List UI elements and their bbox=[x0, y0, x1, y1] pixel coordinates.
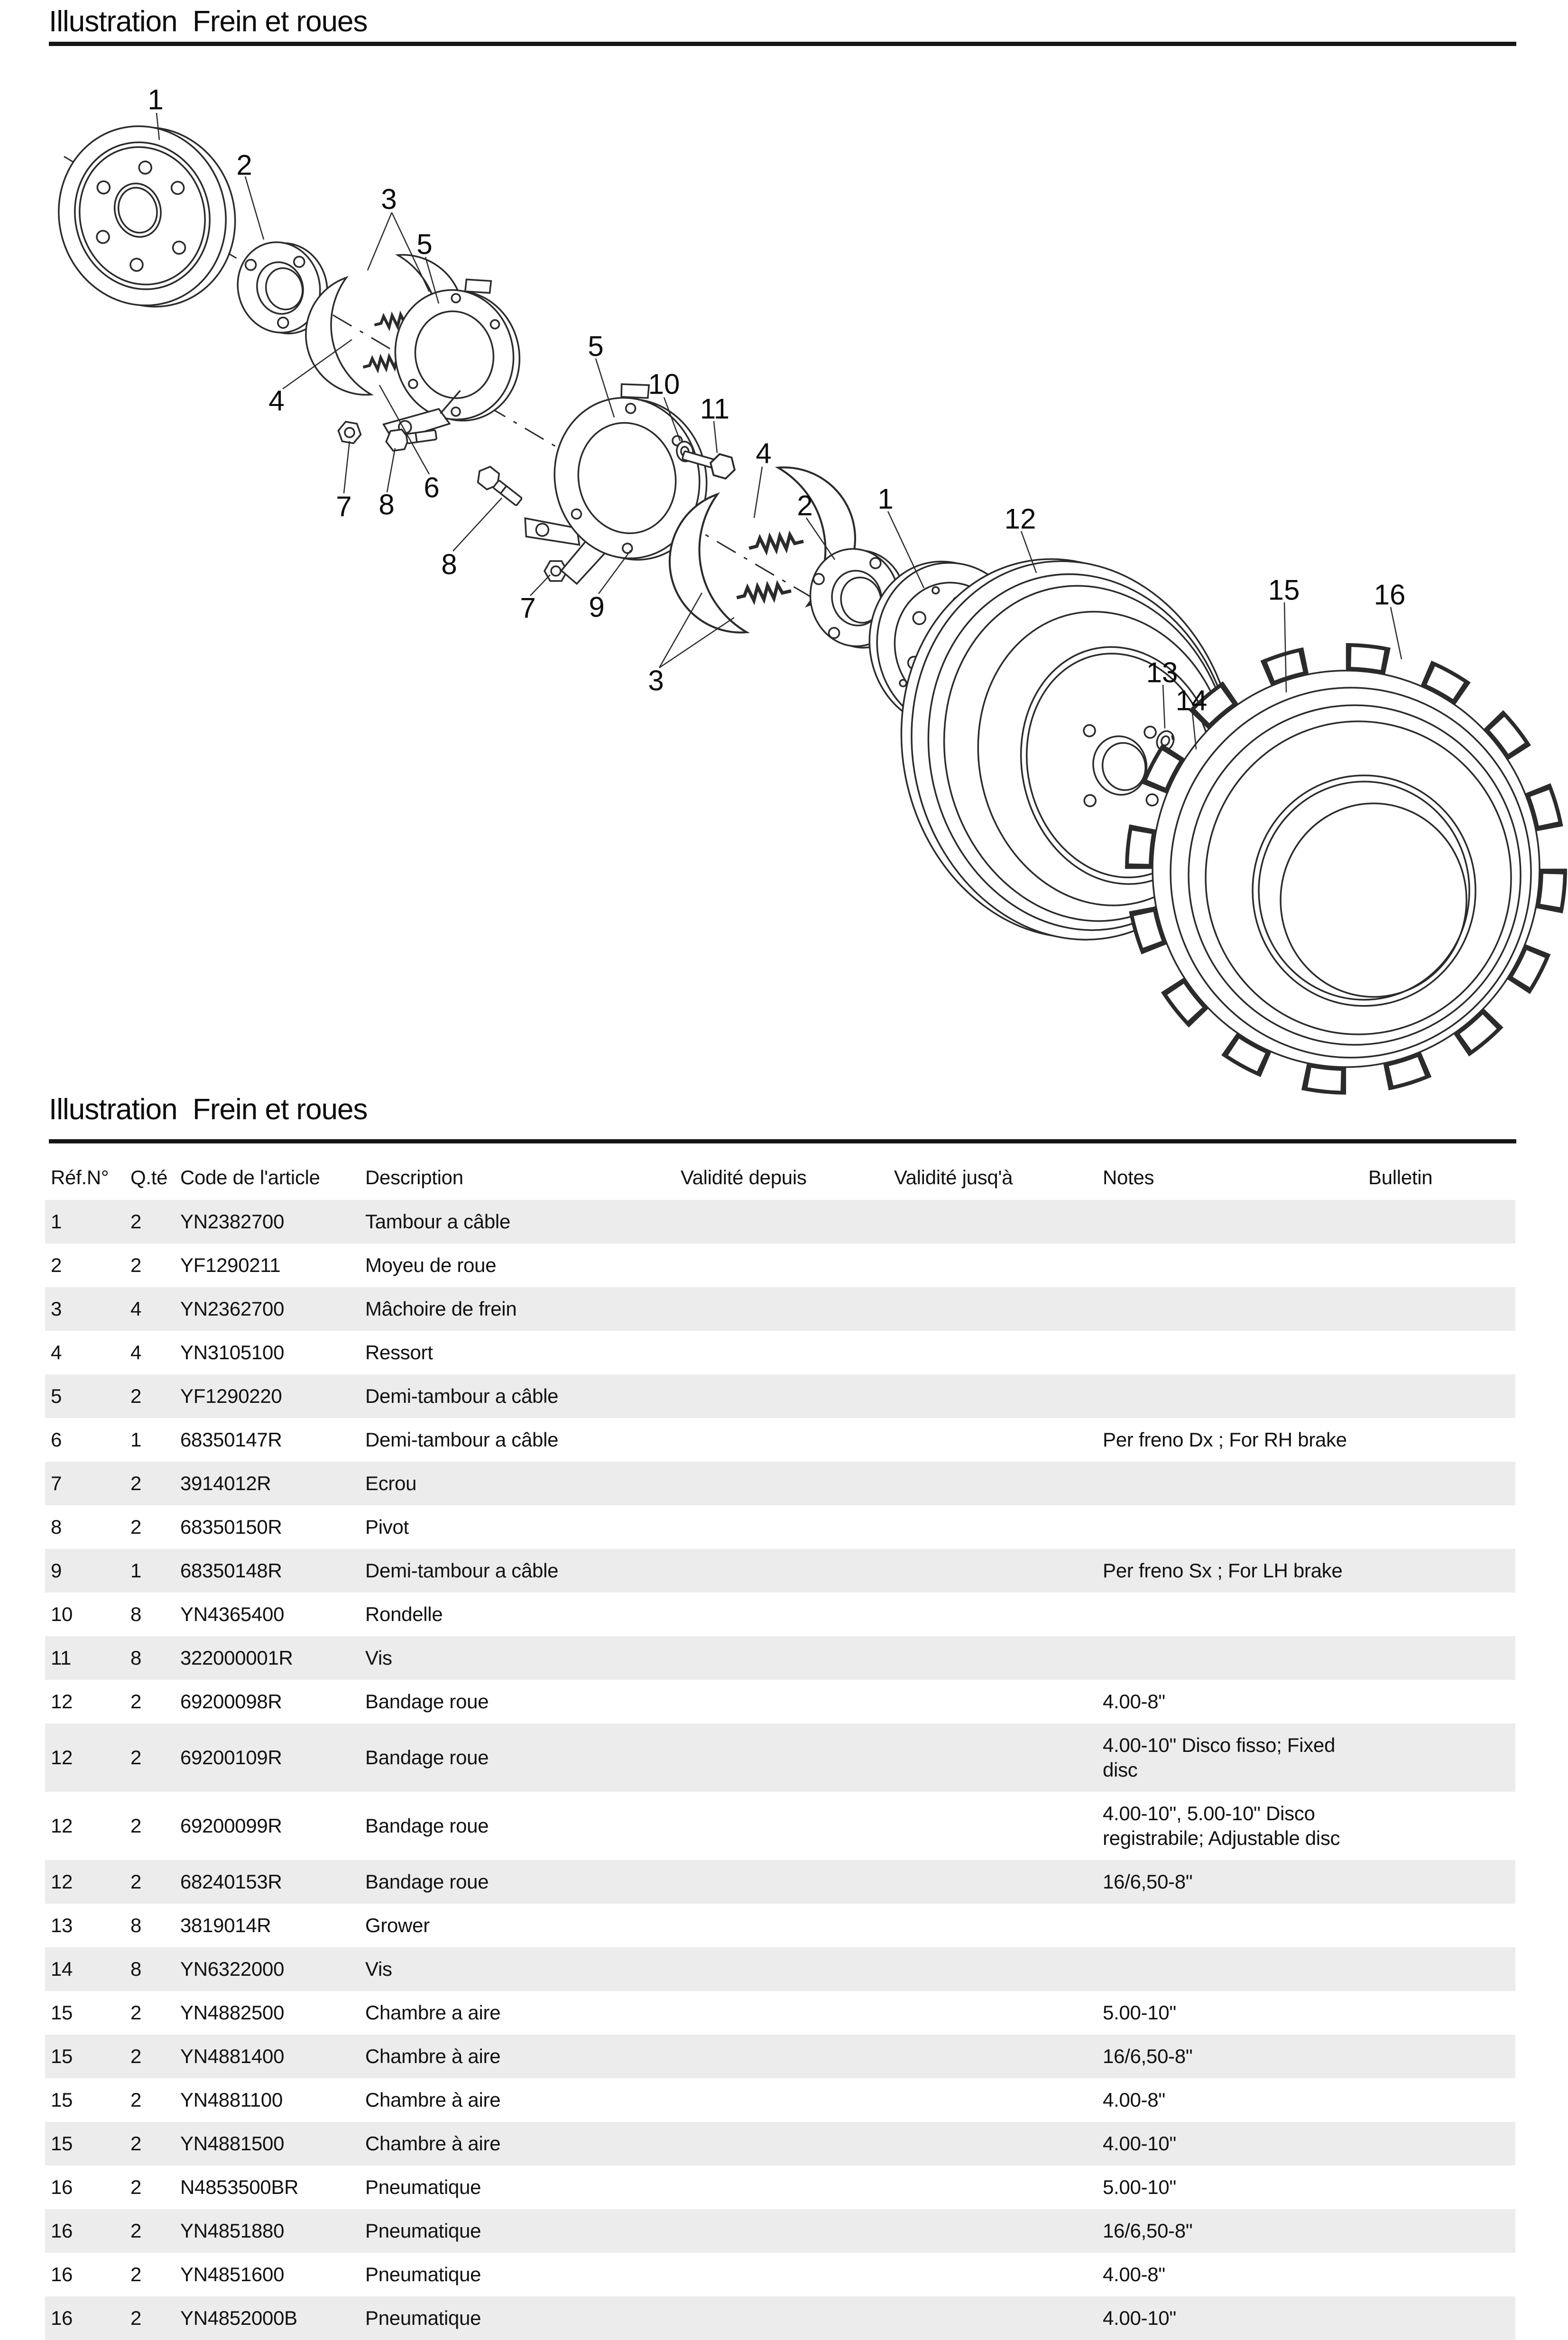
cell-desc: Pivot bbox=[365, 1516, 409, 1538]
cell-qty: 2 bbox=[130, 1870, 142, 1893]
cell-code: 322000001R bbox=[180, 1647, 293, 1669]
cell-to bbox=[894, 1680, 1103, 1723]
table-row bbox=[45, 1331, 1515, 1374]
cell-bulletin bbox=[1368, 1549, 1515, 1593]
diagram-callout: 14 bbox=[1175, 684, 1208, 717]
cell-desc: Ecrou bbox=[365, 1472, 417, 1494]
cell-from bbox=[681, 1723, 894, 1792]
cell-from bbox=[681, 1947, 894, 1991]
cell-ref: 16 bbox=[51, 2176, 73, 2198]
cell-to bbox=[894, 1244, 1103, 1287]
cell-desc: Vis bbox=[365, 1958, 392, 1980]
table-row bbox=[45, 2209, 1515, 2253]
cell-notes: 4.00-10" Disco fisso; Fixed disc bbox=[1103, 1734, 1336, 1781]
cell-notes: 4.00-10", 5.00-10" Disco registrabile; Adjustable disc bbox=[1103, 1802, 1340, 1849]
cell-from bbox=[681, 2253, 894, 2296]
cell-bulletin bbox=[1368, 1904, 1515, 1947]
diagram-callout: 11 bbox=[700, 393, 730, 425]
diagram-callout: 13 bbox=[1146, 656, 1178, 689]
table-row bbox=[45, 1549, 1515, 1593]
cell-code: YF1290211 bbox=[180, 1254, 281, 1276]
cell-bulletin bbox=[1368, 2209, 1515, 2253]
cell-code: YN4881400 bbox=[180, 2045, 285, 2067]
cell-notes bbox=[1103, 1331, 1368, 1374]
diagram-callout: 5 bbox=[416, 228, 433, 260]
cell-code: YN4882500 bbox=[180, 2001, 285, 2024]
title-divider bbox=[49, 42, 1516, 46]
cell-notes: 16/6,50-8" bbox=[1103, 1870, 1193, 1893]
diagram-callout: 10 bbox=[648, 368, 680, 400]
cell-code: YF1290220 bbox=[180, 1385, 282, 1407]
table-row bbox=[45, 2078, 1515, 2122]
cell-desc: Tambour a câble bbox=[365, 1210, 511, 1233]
cell-qty: 2 bbox=[130, 2220, 142, 2242]
cell-to bbox=[894, 1374, 1103, 1418]
cell-qty: 2 bbox=[130, 2176, 142, 2198]
diagram-callout: 3 bbox=[648, 664, 664, 697]
cell-desc: Chambre à aire bbox=[365, 2089, 501, 2111]
table-row bbox=[45, 1904, 1515, 1947]
diagram-callout: 4 bbox=[268, 385, 285, 417]
cell-ref: 16 bbox=[51, 2263, 73, 2285]
cell-ref: 14 bbox=[51, 1958, 73, 1980]
cell-ref: 12 bbox=[51, 1870, 73, 1893]
cell-code: YN4365400 bbox=[180, 1603, 285, 1625]
cell-notes bbox=[1103, 1374, 1368, 1418]
cell-notes bbox=[1103, 1244, 1368, 1287]
cell-from bbox=[681, 2165, 894, 2209]
cell-code: YN3105100 bbox=[180, 1341, 285, 1363]
parts-table-wrap bbox=[45, 1155, 1515, 2340]
cell-code: YN4881100 bbox=[180, 2089, 283, 2111]
cell-code: 69200098R bbox=[180, 1690, 282, 1713]
section-title: Illustration Frein et roues bbox=[49, 1093, 368, 1126]
cell-from bbox=[681, 1331, 894, 1374]
exploded-diagram bbox=[0, 62, 1568, 1105]
part-spring bbox=[736, 583, 792, 602]
cell-from bbox=[681, 2035, 894, 2078]
cell-ref: 3 bbox=[51, 1298, 62, 1320]
cell-bulletin bbox=[1368, 2296, 1515, 2340]
cell-notes: 16/6,50-8" bbox=[1103, 2045, 1193, 2067]
header-bulletin: Bulletin bbox=[1368, 1166, 1433, 1188]
cell-from bbox=[681, 1200, 894, 1244]
cell-bulletin bbox=[1368, 1723, 1515, 1792]
table-header-row bbox=[45, 1155, 1515, 1200]
cell-to bbox=[894, 2122, 1103, 2165]
table-row bbox=[45, 1680, 1515, 1723]
cell-bulletin bbox=[1368, 2165, 1515, 2209]
cell-desc: Demi-tambour a câble bbox=[365, 1428, 559, 1451]
cell-to bbox=[894, 1904, 1103, 1947]
parts-table bbox=[45, 1155, 1515, 2340]
cell-bulletin bbox=[1368, 2122, 1515, 2165]
cell-desc: Moyeu de roue bbox=[365, 1254, 497, 1276]
cell-qty: 1 bbox=[130, 1559, 142, 1582]
table-row bbox=[45, 1792, 1515, 1860]
cell-to bbox=[894, 1200, 1103, 1244]
cell-ref: 4 bbox=[51, 1341, 62, 1363]
cell-notes bbox=[1103, 1200, 1368, 1244]
cell-qty: 2 bbox=[130, 1690, 142, 1713]
cell-notes: 5.00-10" bbox=[1103, 2001, 1176, 2024]
header-code: Code de l'article bbox=[180, 1166, 320, 1188]
table-row bbox=[45, 1723, 1515, 1792]
part-drum-left bbox=[37, 104, 256, 329]
part-nut-left bbox=[337, 421, 363, 444]
cell-qty: 2 bbox=[130, 2263, 142, 2285]
cell-bulletin bbox=[1368, 1860, 1515, 1904]
cell-bulletin bbox=[1368, 1991, 1515, 2035]
cell-bulletin bbox=[1368, 1505, 1515, 1549]
cell-ref: 8 bbox=[51, 1516, 62, 1538]
table-row bbox=[45, 1505, 1515, 1549]
cell-from bbox=[681, 1860, 894, 1904]
cell-code: YN2382700 bbox=[180, 1210, 285, 1233]
cell-from bbox=[681, 1244, 894, 1287]
cell-notes bbox=[1103, 1287, 1368, 1331]
cell-from bbox=[681, 1374, 894, 1418]
table-row bbox=[45, 1462, 1515, 1505]
cell-ref: 7 bbox=[51, 1472, 62, 1494]
cell-bulletin bbox=[1368, 1947, 1515, 1991]
cell-from bbox=[681, 2122, 894, 2165]
cell-bulletin bbox=[1368, 1636, 1515, 1680]
cell-notes: 4.00-10" bbox=[1103, 2307, 1176, 2329]
cell-qty: 4 bbox=[130, 1298, 142, 1320]
diagram-callout: 7 bbox=[336, 490, 352, 523]
table-row bbox=[45, 1593, 1515, 1636]
cell-ref: 15 bbox=[51, 2089, 73, 2111]
diagram-callout: 4 bbox=[756, 437, 772, 470]
cell-qty: 2 bbox=[130, 1516, 142, 1538]
cell-qty: 4 bbox=[130, 1341, 142, 1363]
cell-from bbox=[681, 2296, 894, 2340]
cell-code: YN4881500 bbox=[180, 2132, 285, 2155]
parts-table-body bbox=[45, 1200, 1515, 2340]
table-row bbox=[45, 1244, 1515, 1287]
part-tyre bbox=[1139, 657, 1553, 1081]
cell-desc: Bandage roue bbox=[365, 1870, 489, 1893]
table-row bbox=[45, 2035, 1515, 2078]
cell-bulletin bbox=[1368, 2078, 1515, 2122]
cell-code: YN2362700 bbox=[180, 1298, 285, 1320]
cell-code: 68350148R bbox=[180, 1559, 282, 1582]
header-from: Validité depuis bbox=[681, 1166, 807, 1188]
cell-desc: Bandage roue bbox=[365, 1746, 489, 1769]
cell-to bbox=[894, 2078, 1103, 2122]
table-row bbox=[45, 2253, 1515, 2296]
cell-desc: Rondelle bbox=[365, 1603, 443, 1625]
cell-bulletin bbox=[1368, 1462, 1515, 1505]
cell-from bbox=[681, 1418, 894, 1462]
cell-ref: 1 bbox=[51, 1210, 62, 1233]
diagram-callout: 7 bbox=[520, 592, 536, 624]
table-row bbox=[45, 1636, 1515, 1680]
cell-bulletin bbox=[1368, 1244, 1515, 1287]
cell-from bbox=[681, 1680, 894, 1723]
cell-to bbox=[894, 1991, 1103, 2035]
cell-code: 68240153R bbox=[180, 1870, 282, 1893]
cell-notes: 4.00-10" bbox=[1103, 2132, 1176, 2155]
cell-ref: 12 bbox=[51, 1746, 73, 1769]
cell-code: 3819014R bbox=[180, 1914, 271, 1936]
cell-to bbox=[894, 1792, 1103, 1860]
cell-qty: 2 bbox=[130, 1385, 142, 1407]
cell-bulletin bbox=[1368, 1200, 1515, 1244]
cell-notes bbox=[1103, 1904, 1368, 1947]
cell-from bbox=[681, 1792, 894, 1860]
cell-bulletin bbox=[1368, 1593, 1515, 1636]
cell-to bbox=[894, 1947, 1103, 1991]
cell-from bbox=[681, 1904, 894, 1947]
cell-notes: 4.00-8" bbox=[1103, 2089, 1165, 2111]
diagram-callout: 2 bbox=[236, 149, 252, 181]
cell-qty: 8 bbox=[130, 1958, 142, 1980]
cell-from bbox=[681, 1505, 894, 1549]
cell-code: 69200109R bbox=[180, 1746, 282, 1769]
cell-notes: 4.00-8" bbox=[1103, 1690, 1165, 1713]
cell-code: YN4851600 bbox=[180, 2263, 285, 2285]
cell-to bbox=[894, 1505, 1103, 1549]
header-notes: Notes bbox=[1103, 1166, 1154, 1188]
cell-notes bbox=[1103, 1462, 1368, 1505]
cell-ref: 15 bbox=[51, 2132, 73, 2155]
cell-from bbox=[681, 2209, 894, 2253]
diagram-callout: 8 bbox=[378, 488, 395, 521]
cell-code: N4853500BR bbox=[180, 2176, 299, 2198]
cell-notes bbox=[1103, 1593, 1368, 1636]
cell-to bbox=[894, 1549, 1103, 1593]
diagram-callout: 16 bbox=[1374, 579, 1406, 611]
cell-desc: Chambre a aire bbox=[365, 2001, 501, 2024]
cell-from bbox=[681, 1636, 894, 1680]
cell-desc: Pneumatique bbox=[365, 2307, 481, 2329]
cell-bulletin bbox=[1368, 1331, 1515, 1374]
cell-ref: 6 bbox=[51, 1428, 62, 1451]
cell-bulletin bbox=[1368, 1680, 1515, 1723]
cell-ref: 2 bbox=[51, 1254, 62, 1276]
cell-to bbox=[894, 2253, 1103, 2296]
cell-to bbox=[894, 1331, 1103, 1374]
part-backplate-left bbox=[382, 272, 532, 433]
cell-code: YN4851880 bbox=[180, 2220, 285, 2242]
cell-ref: 15 bbox=[51, 2001, 73, 2024]
cell-qty: 8 bbox=[130, 1603, 142, 1625]
cell-qty: 8 bbox=[130, 1914, 142, 1936]
cell-notes: 16/6,50-8" bbox=[1103, 2220, 1193, 2242]
cell-bulletin bbox=[1368, 1374, 1515, 1418]
header-ref: Réf.N° bbox=[51, 1166, 109, 1188]
cell-desc: Ressort bbox=[365, 1341, 433, 1363]
cell-qty: 8 bbox=[130, 1647, 142, 1669]
cell-notes: Per freno Sx ; For LH brake bbox=[1103, 1559, 1343, 1582]
table-row bbox=[45, 1200, 1515, 1244]
table-row bbox=[45, 1287, 1515, 1331]
cell-qty: 2 bbox=[130, 1815, 142, 1837]
cell-to bbox=[894, 1593, 1103, 1636]
diagram-callout: 9 bbox=[589, 591, 605, 623]
table-row bbox=[45, 1947, 1515, 1991]
cell-notes bbox=[1103, 1505, 1368, 1549]
cell-code: 68350150R bbox=[180, 1516, 282, 1538]
page-title: Illustration Frein et roues bbox=[49, 5, 368, 38]
cell-to bbox=[894, 1287, 1103, 1331]
cell-desc: Mâchoire de frein bbox=[365, 1298, 517, 1320]
cell-notes: 5.00-10" bbox=[1103, 2176, 1176, 2198]
table-row bbox=[45, 1418, 1515, 1462]
cell-desc: Pneumatique bbox=[365, 2220, 481, 2242]
table-row bbox=[45, 1374, 1515, 1418]
cell-qty: 2 bbox=[130, 1254, 142, 1276]
cell-qty: 1 bbox=[130, 1428, 142, 1451]
cell-notes bbox=[1103, 1636, 1368, 1680]
diagram-callout: 8 bbox=[441, 548, 457, 580]
cell-code: 69200099R bbox=[180, 1815, 282, 1837]
table-row bbox=[45, 1860, 1515, 1904]
cell-ref: 15 bbox=[51, 2045, 73, 2067]
cell-to bbox=[894, 2165, 1103, 2209]
cell-from bbox=[681, 1462, 894, 1505]
cell-from bbox=[681, 1991, 894, 2035]
part-spring bbox=[748, 534, 804, 553]
cell-desc: Chambre à aire bbox=[365, 2132, 501, 2155]
cell-qty: 2 bbox=[130, 2307, 142, 2329]
cell-qty: 2 bbox=[130, 1472, 142, 1494]
cell-code: 3914012R bbox=[180, 1472, 271, 1494]
diagram-callout: 2 bbox=[797, 489, 813, 522]
table-row bbox=[45, 1991, 1515, 2035]
cell-from bbox=[681, 1549, 894, 1593]
cell-ref: 13 bbox=[51, 1914, 73, 1936]
cell-ref: 10 bbox=[51, 1603, 73, 1625]
cell-ref: 9 bbox=[51, 1559, 62, 1582]
cell-ref: 16 bbox=[51, 2307, 73, 2329]
diagram-callout: 3 bbox=[381, 183, 397, 215]
table-row bbox=[45, 2165, 1515, 2209]
cell-to bbox=[894, 2296, 1103, 2340]
table-row bbox=[45, 2122, 1515, 2165]
cell-to bbox=[894, 2209, 1103, 2253]
cell-ref: 12 bbox=[51, 1815, 73, 1837]
cell-from bbox=[681, 1287, 894, 1331]
cell-qty: 2 bbox=[130, 2089, 142, 2111]
cell-desc: Pneumatique bbox=[365, 2176, 481, 2198]
cell-notes bbox=[1103, 1947, 1368, 1991]
part-pivot-mid bbox=[473, 463, 525, 510]
cell-desc: Pneumatique bbox=[365, 2263, 481, 2285]
cell-code: YN4852000B bbox=[180, 2307, 297, 2329]
section-divider bbox=[49, 1139, 1516, 1143]
diagram-callout: 1 bbox=[148, 83, 164, 116]
cell-code: 68350147R bbox=[180, 1428, 282, 1451]
cell-bulletin bbox=[1368, 1792, 1515, 1860]
diagram-callout: 6 bbox=[424, 471, 440, 504]
cell-from bbox=[681, 2078, 894, 2122]
cell-to bbox=[894, 1636, 1103, 1680]
cell-desc: Bandage roue bbox=[365, 1690, 489, 1713]
cell-to bbox=[894, 1462, 1103, 1505]
cell-bulletin bbox=[1368, 1287, 1515, 1331]
cell-desc: Demi-tambour a câble bbox=[365, 1559, 559, 1582]
cell-ref: 11 bbox=[51, 1647, 71, 1669]
cell-notes: 4.00-8" bbox=[1103, 2263, 1165, 2285]
header-desc: Description bbox=[365, 1166, 463, 1188]
cell-qty: 2 bbox=[130, 2132, 142, 2155]
cell-bulletin bbox=[1368, 2253, 1515, 2296]
cell-qty: 2 bbox=[130, 2001, 142, 2024]
cell-to bbox=[894, 1723, 1103, 1792]
cell-ref: 5 bbox=[51, 1385, 62, 1407]
cell-ref: 12 bbox=[51, 1690, 73, 1713]
diagram-callout: 1 bbox=[877, 483, 894, 515]
cell-ref: 16 bbox=[51, 2220, 73, 2242]
cell-qty: 2 bbox=[130, 2045, 142, 2067]
cell-notes: Per freno Dx ; For RH brake bbox=[1103, 1428, 1347, 1451]
cell-to bbox=[894, 1418, 1103, 1462]
cell-to bbox=[894, 1860, 1103, 1904]
cell-desc: Grower bbox=[365, 1914, 430, 1936]
cell-to bbox=[894, 2035, 1103, 2078]
cell-from bbox=[681, 1593, 894, 1636]
cell-desc: Bandage roue bbox=[365, 1815, 489, 1837]
cell-code: YN6322000 bbox=[180, 1958, 285, 1980]
cell-qty: 2 bbox=[130, 1746, 142, 1769]
cell-desc: Chambre à aire bbox=[365, 2045, 501, 2067]
cell-qty: 2 bbox=[130, 1210, 142, 1233]
cell-bulletin bbox=[1368, 1418, 1515, 1462]
cell-desc: Vis bbox=[365, 1647, 392, 1669]
diagram-callout: 12 bbox=[1004, 503, 1036, 535]
diagram-callout: 15 bbox=[1268, 574, 1300, 606]
cell-bulletin bbox=[1368, 2035, 1515, 2078]
header-qty: Q.té bbox=[130, 1166, 168, 1188]
table-row bbox=[45, 2296, 1515, 2340]
cell-desc: Demi-tambour a câble bbox=[365, 1385, 559, 1407]
header-to: Validité jusq'à bbox=[894, 1166, 1013, 1188]
diagram-callout: 5 bbox=[588, 330, 604, 362]
